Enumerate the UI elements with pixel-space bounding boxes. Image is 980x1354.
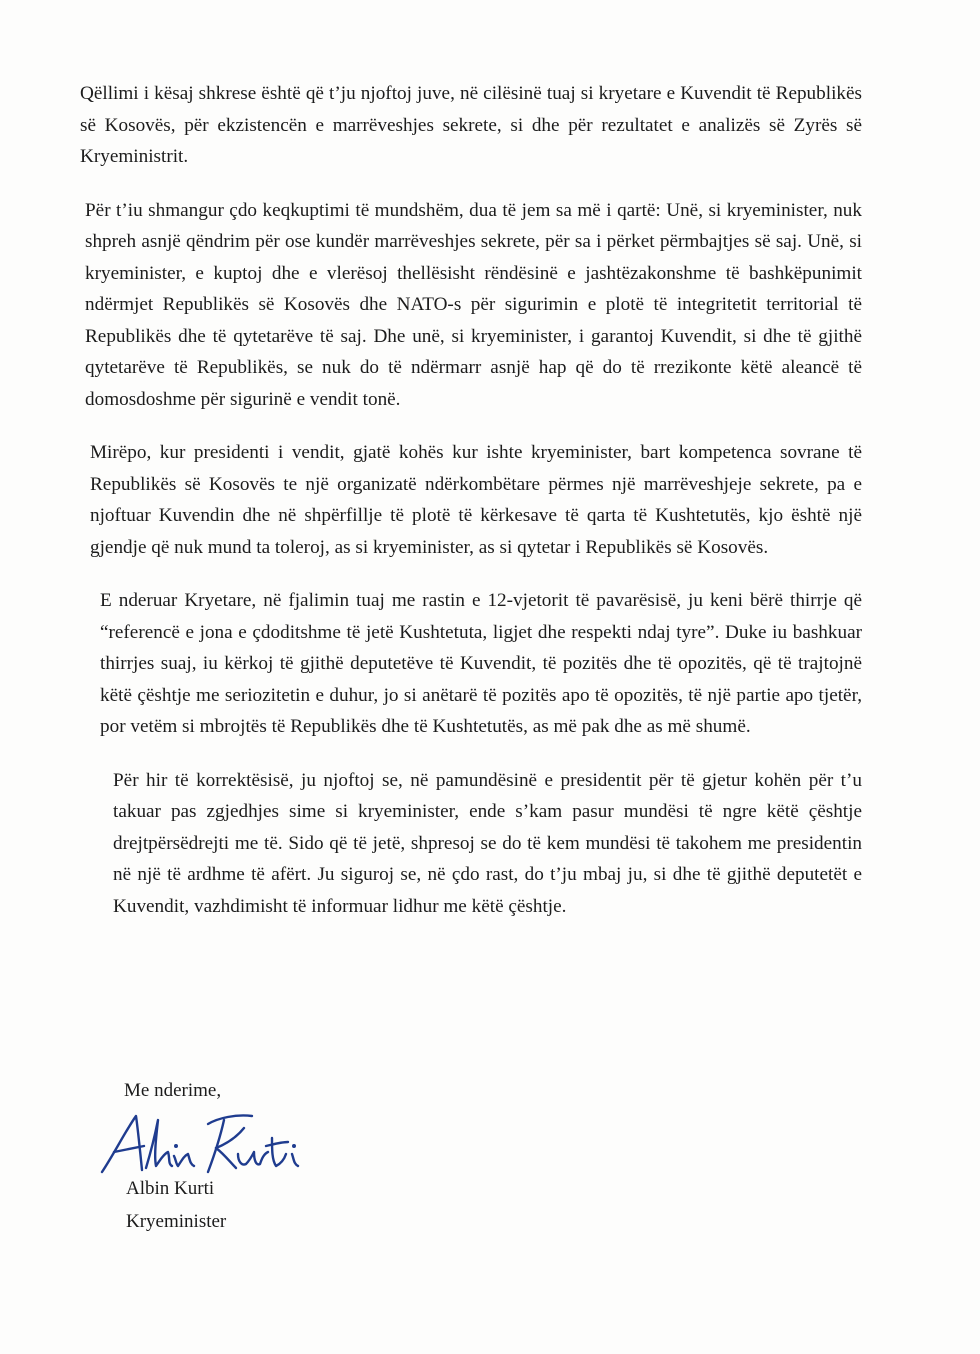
paragraph-purpose: Qëllimi i kësaj shkrese është që t’ju njoftoj juve, në cilësinë tuaj si kryetare e Kuvendit të Republikës së Kosovës, për ekzistencën e marrëveshjes sekrete, si dhe për rezultatet e analizës së Zyrës së Kryeministrit. xyxy=(80,83,862,167)
paragraph-concern: Mirëpo, kur presidenti i vendit, gjatë kohës kur ishte kryeminister, bart kompetenca sovrane të Republikës së Kosovës te një organizatë ndërkombëtare përmes një marrëveshjeje sekrete, pa e njoftuar Kuvendin dhe në shpërfillje të plotë të kërkesave të qarta të Kushtetutës, kjo është një gjendje që nuk mund ta toleroj, as si kryeminister, as si qytetar i Republikës së Kosovës. xyxy=(90,442,862,558)
signer-block xyxy=(126,1172,226,1238)
handwritten-signature xyxy=(96,1108,316,1180)
paragraph-appeal: E nderuar Kryetare, në fjalimin tuaj me rastin e 12-vjetorit të pavarësisë, ju keni bërë thirrje që “referencë e jona e çdoditshme të jetë Kushtetuta, ligjet dhe respekti ndaj tyre”. Duke iu bashkuar thirrjes suaj, iu kërkoj të gjithë deputetëve të Kuvendit, të pozitës dhe të opozitës, që të trajtojnë këtë çështje me seriozitetin e duhur, jo si anëtarë të pozitës apo të opozitës, të një partie apo tjetër, por vetëm si mbrojtës të Republikës dhe të Kushtetutës, as më pak dhe as më shumë. xyxy=(100,590,862,737)
paragraph-notice: Për hir të korrektësisë, ju njoftoj se, në pamundësinë e presidentit për të gjetur kohën për t’u takuar pas zgjedhjes sime si kryeminister, ende s’kam pasur mundësi të ngre këtë çështje drejtpërsëdrejti me të. Sido që të jetë, shpresoj se do të kem mundësi të takohem me presidentin në një të ardhme të afërt. Ju siguroj se, në çdo rast, do t’ju mbaj ju, si dhe të gjithë deputetët e Kuvendit, vazhdimisht të informuar lidhur me këtë çështje. xyxy=(113,769,862,917)
signer-name: Albin Kurti xyxy=(126,1178,215,1199)
paragraph-position: Për t’iu shmangur çdo keqkuptimi të mundshëm, dua të jem sa më i qartë: Unë, si kryeminister, nuk shpreh asnjë qëndrim për ose kundër marrëveshjes sekrete, për sa i përket përmbajtjes së saj. Unë, si kryeminister, e kuptoj dhe e vlerësoj thellësisht rëndësinë e jashtëzakonshme të bashkëpunimit ndërmjet Republikës së Kosovës dhe NATO-s për sigurimin e plotë të integritetit territorial të Republikës dhe të qytetarëve të saj. Dhe unë, si kryeminister, i garantoj Kuvendit, si dhe të gjithë qytetarëve të Republikës, se nuk do të ndërmarr asnjë hap që do të rrezikonte këtë aleancë të domosdoshme për sigurinë e vendit tonë. xyxy=(85,199,862,410)
signer-title: Kryeminister xyxy=(126,1211,227,1232)
letter-body xyxy=(80,78,862,944)
closing-salutation: Me nderime, xyxy=(124,1080,222,1101)
